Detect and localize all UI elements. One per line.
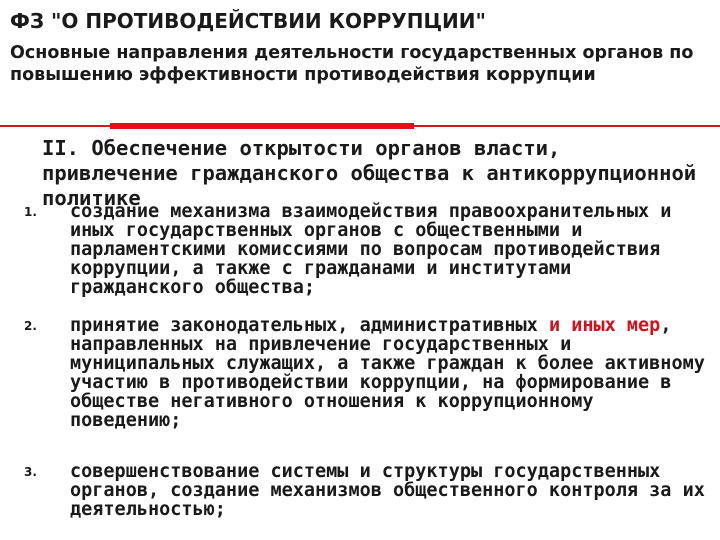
section-heading: II. Обеспечение открытости органов власти, привлечение гражданского общества к антикоррупционной политике [42,136,697,210]
highlighted-phrase: и иных мер [548,315,661,336]
list-item-text: создание механизма взаимодействия правоохранительных и иных государственных органов с общественными и парламентскими комиссиями по вопросам противодействия коррупции, а также с гражданами и институтами гражданского общества; [70,201,672,298]
list-item-text: совершенствование системы и структуры государственных органов, создание механизмов общественного контроля за их деятельностью; [70,461,705,520]
list-number: 2. [24,319,37,333]
slide-subtitle: Основные направления деятельности государственных органов по повышению эффективности противодействия коррупции [10,43,694,85]
text-segment: принятие законодательных, административных [70,315,549,336]
list-number: 1. [24,205,37,219]
text-segment: , направленных на привлечение государственных и муниципальных служащих, а также граждан к более активному участию в противодействии коррупции, на формирование в обществе негативного отношения к коррупционному поведению; [70,315,705,431]
slide-title: ФЗ "О ПРОТИВОДЕЙСТВИИ КОРРУПЦИИ" [10,9,486,33]
list-number: 3. [24,465,37,479]
list-item-text [70,316,710,430]
